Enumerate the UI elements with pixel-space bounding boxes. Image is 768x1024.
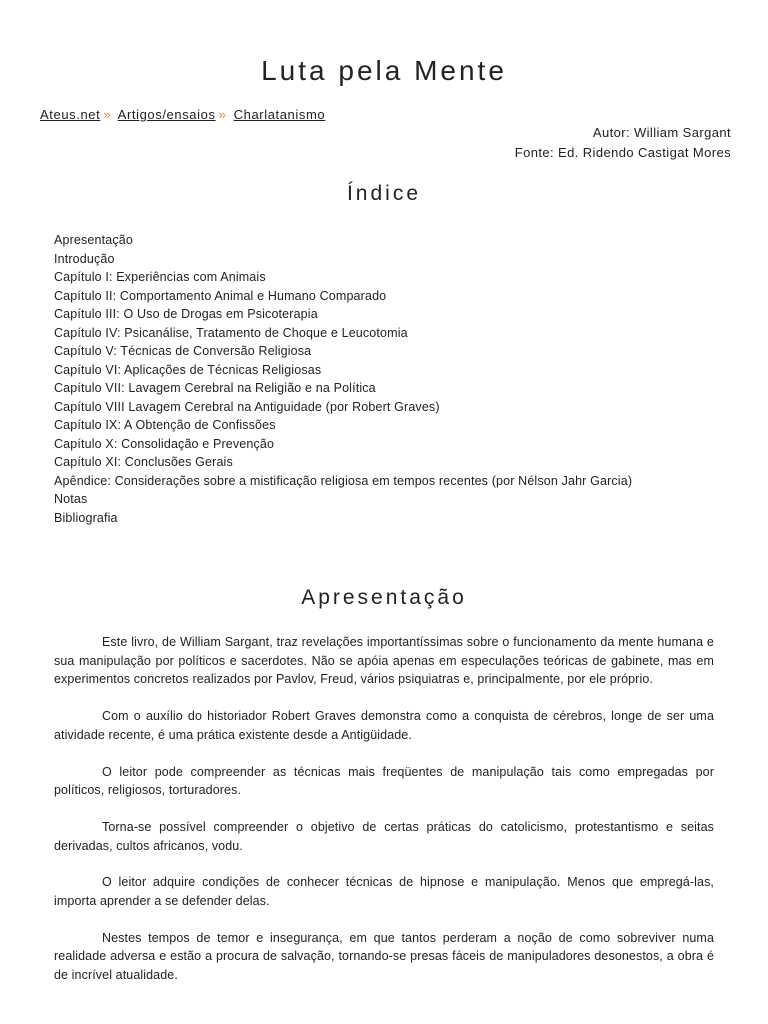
- toc-link[interactable]: Apêndice: Considerações sobre a mistificação religiosa em tempos recentes (por Nélson Jahr Garcia): [54, 473, 633, 488]
- toc-link[interactable]: Capítulo VIII Lavagem Cerebral na Antiguidade (por Robert Graves): [54, 399, 440, 414]
- breadcrumb-link-charlatanismo[interactable]: Charlatanismo: [233, 107, 326, 122]
- toc-item: [54, 287, 632, 306]
- toc-link[interactable]: Capítulo VII: Lavagem Cerebral na Religião e na Política: [54, 381, 376, 395]
- toc-link[interactable]: Capítulo V: Técnicas de Conversão Religiosa: [54, 344, 312, 358]
- paragraph: Torna-se possível compreender o objetivo de certas práticas do catolicismo, protestantismo e seitas derivadas, cultos africanos, vodu.: [54, 819, 714, 853]
- toc-item: [54, 472, 632, 491]
- paragraph: O leitor adquire condições de conhecer técnicas de hipnose e manipulação. Menos que empregá-las, importa aprender a se defender delas.: [54, 875, 714, 909]
- breadcrumb-link-artigos[interactable]: Artigos/ensaios: [117, 107, 216, 122]
- toc-item: [54, 435, 632, 454]
- presentation-body: [54, 633, 714, 1003]
- index-heading: Índice: [346, 182, 422, 205]
- toc-item: [54, 379, 632, 398]
- toc-item: [54, 268, 632, 287]
- toc-link[interactable]: Capítulo VI: Aplicações de Técnicas Religiosas: [54, 362, 322, 377]
- toc-link[interactable]: Capítulo I: Experiências com Animais: [54, 270, 266, 284]
- toc-item: [54, 453, 632, 472]
- toc-link[interactable]: Capítulo II: Comportamento Animal e Humano Comparado: [54, 288, 387, 303]
- breadcrumb-separator: »: [103, 107, 112, 122]
- paragraph: Com o auxílio do historiador Robert Graves demonstra como a conquista de cérebros, longe de ser uma atividade recente, é uma prática existente desde a Antigüidade.: [54, 709, 714, 742]
- toc-link[interactable]: Notas: [54, 492, 88, 506]
- toc-item: [54, 361, 632, 380]
- page-title: Luta pela Mente: [261, 55, 507, 86]
- toc-link[interactable]: Introdução: [54, 251, 115, 266]
- source-line: Fonte: Ed. Ridendo Castigat Mores: [514, 145, 731, 160]
- toc-item: [54, 416, 632, 435]
- toc-item: [54, 324, 632, 343]
- toc-link[interactable]: Bibliografia: [54, 510, 118, 525]
- toc-link[interactable]: Capítulo IX: A Obtenção de Confissões: [54, 418, 276, 432]
- toc-item: [54, 509, 632, 528]
- toc-link[interactable]: Capítulo X: Consolidação e Prevenção: [54, 436, 275, 451]
- breadcrumb-link-ateus[interactable]: Ateus.net: [40, 107, 101, 122]
- toc-item: [54, 490, 632, 509]
- author-line: Autor: William Sargant: [592, 125, 731, 140]
- toc-item: [54, 250, 632, 269]
- toc-item: [54, 305, 632, 324]
- table-of-contents: [54, 231, 632, 527]
- presentation-heading: Apresentação: [301, 586, 467, 609]
- toc-link[interactable]: Capítulo III: O Uso de Drogas em Psicoterapia: [54, 307, 318, 321]
- paragraph: O leitor pode compreender as técnicas mais freqüentes de manipulação tais como empregadas por políticos, religiosos, torturadores.: [54, 764, 714, 798]
- paragraph: Nestes tempos de temor e insegurança, em que tantos perderam a noção de como sobreviver numa realidade adversa e estão a procura de salvação, tornando-se presas fáceis de manipuladores desonestos, a obra é de incrível atualidade.: [54, 930, 714, 983]
- breadcrumb-separator: »: [218, 107, 227, 122]
- toc-link[interactable]: Apresentação: [54, 233, 133, 247]
- toc-link[interactable]: Capítulo XI: Conclusões Gerais: [54, 455, 233, 469]
- toc-link[interactable]: Capítulo IV: Psicanálise, Tratamento de Choque e Leucotomia: [54, 325, 408, 340]
- paragraph: Este livro, de William Sargant, traz revelações importantíssimas sobre o funcionamento da mente humana e sua manipulação por políticos e sacerdotes. Não se apóia apenas em especulações teóricas de gabinete, mas em experimentos concretos realizados por Pavlov, Freud, vários psiquiatras e, principalmente, por ele próprio.: [54, 635, 714, 687]
- toc-item: [54, 231, 632, 250]
- breadcrumb: [40, 107, 325, 122]
- toc-item: [54, 342, 632, 361]
- toc-item: [54, 398, 632, 417]
